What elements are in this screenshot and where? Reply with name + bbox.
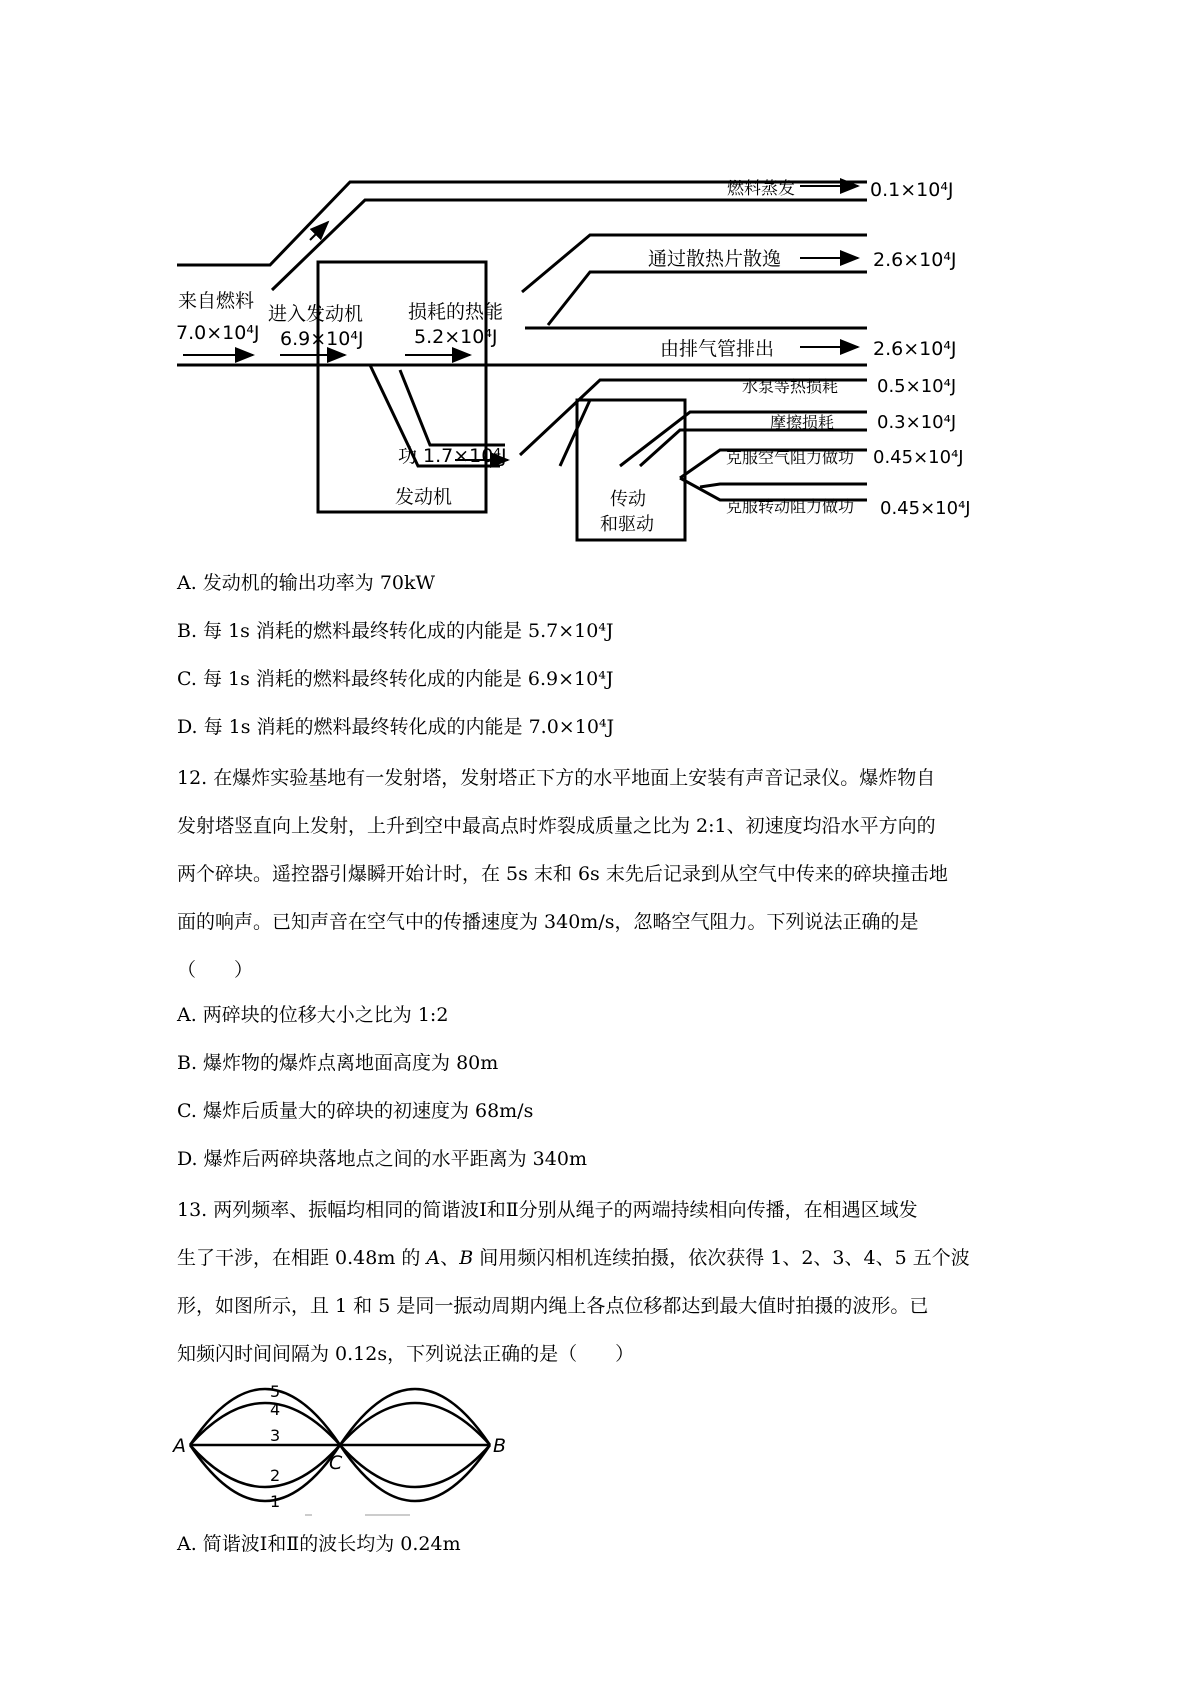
output-label-fuel-evap: 燃料蒸发 xyxy=(727,179,795,199)
output-value-pump: 0.5×10⁴J xyxy=(877,376,957,397)
q11-option-d: D. 每 1s 消耗的燃料最终转化成的内能是 7.0×10⁴J xyxy=(177,716,615,738)
q13-line: 生了干涉，在相距 0.48m 的 A、B 间用频闪相机连续拍摄，依次获得 1、2、3、4、5 五个波 xyxy=(177,1247,970,1269)
heat-loss-label: 损耗的热能 xyxy=(408,301,504,323)
source-value: 7.0×10⁴J xyxy=(176,322,260,344)
wave-label-5: 5 xyxy=(270,1382,281,1401)
engine-in-value: 6.9×10⁴J xyxy=(280,328,364,350)
point-c-label: C xyxy=(329,1452,343,1474)
q12-line: （ ） xyxy=(177,959,254,981)
q12-line: 面的响声。已知声音在空气中的传播速度为 340m/s，忽略空气阻力。下列说法正确的是 xyxy=(177,911,919,933)
point-a-ref: A xyxy=(426,1247,441,1269)
q13-line: 知频闪时间间隔为 0.12s，下列说法正确的是（ ） xyxy=(177,1343,635,1365)
q12-option-a: A. 两碎块的位移大小之比为 1:2 xyxy=(177,1004,449,1026)
wave-label-1: 1 xyxy=(270,1492,281,1511)
wave-label-3: 3 xyxy=(270,1426,281,1445)
wave-label-4: 4 xyxy=(270,1400,281,1419)
heat-loss-value: 5.2×10⁴J xyxy=(414,326,498,348)
source-label: 来自燃料 xyxy=(178,290,255,312)
output-value-air: 0.45×10⁴J xyxy=(873,447,964,468)
engine-label: 发动机 xyxy=(395,486,453,508)
q12-line: 12. 在爆炸实验基地有一发射塔，发射塔正下方的水平地面上安装有声音记录仪。爆炸物自 xyxy=(177,767,936,789)
output-label-rotate: 克服转动阻力做功 xyxy=(726,497,855,516)
output-label-air: 克服空气阻力做功 xyxy=(726,448,855,467)
q11-option-b: B. 每 1s 消耗的燃料最终转化成的内能是 5.7×10⁴J xyxy=(177,620,614,642)
energy-flow-diagram xyxy=(0,0,1200,560)
q11-option-a: A. 发动机的输出功率为 70kW xyxy=(177,572,436,594)
q12-option-d: D. 爆炸后两碎块落地点之间的水平距离为 340m xyxy=(177,1148,587,1170)
q13-line: 形，如图所示，且 1 和 5 是同一振动周期内绳上各点位移都达到最大值时拍摄的波形。已 xyxy=(177,1295,929,1317)
work-channel-right xyxy=(400,370,505,445)
point-b-label: B xyxy=(493,1435,507,1457)
standing-wave-figure xyxy=(175,1365,555,1525)
output-value-friction: 0.3×10⁴J xyxy=(877,412,957,433)
point-a-label: A xyxy=(173,1435,186,1457)
q13-line: 13. 两列频率、振幅均相同的简谐波Ⅰ和Ⅱ分别从绳子的两端持续相向传播，在相遇区域发 xyxy=(177,1199,918,1221)
q13-option-a: A. 简谐波Ⅰ和Ⅱ的波长均为 0.24m xyxy=(177,1533,461,1555)
drive-label-2: 和驱动 xyxy=(600,514,654,535)
q12-option-b: B. 爆炸物的爆炸点离地面高度为 80m xyxy=(177,1052,499,1074)
engine-in-label: 进入发动机 xyxy=(268,303,364,325)
rotate-resist-branch-2 xyxy=(700,484,867,487)
q12-stem xyxy=(177,754,1037,994)
q11-option-c: C. 每 1s 消耗的燃料最终转化成的内能是 6.9×10⁴J xyxy=(177,668,614,690)
q12-line: 两个碎块。遥控器引爆瞬开始计时，在 5s 末和 6s 末先后记录到从空气中传来的碎块撞击地 xyxy=(177,863,948,885)
output-value-fuel-evap: 0.1×10⁴J xyxy=(870,179,954,201)
engine-box xyxy=(318,262,486,512)
output-value-radiator: 2.6×10⁴J xyxy=(873,249,957,271)
output-label-exhaust: 由排气管排出 xyxy=(660,338,775,360)
pump-branch-bottom xyxy=(560,400,660,466)
q13-stem xyxy=(177,1186,1037,1378)
work-label: 功 1.7×10⁴J xyxy=(398,445,507,467)
radiator-bottom xyxy=(548,272,867,325)
output-label-friction: 摩擦损耗 xyxy=(770,413,835,432)
point-b-ref: B xyxy=(459,1247,474,1269)
wave-label-2: 2 xyxy=(270,1466,281,1485)
q12-option-c: C. 爆炸后质量大的碎块的初速度为 68m/s xyxy=(177,1100,534,1122)
output-label-radiator: 通过散热片散逸 xyxy=(648,248,782,270)
drive-label-1: 传动 xyxy=(610,489,646,510)
q12-line: 发射塔竖直向上发射，上升到空中最高点时炸裂成质量之比为 2:1、初速度均沿水平方向的 xyxy=(177,815,936,837)
output-value-exhaust: 2.6×10⁴J xyxy=(873,338,957,360)
output-value-rotate: 0.45×10⁴J xyxy=(880,498,971,519)
fuel-evap-inner xyxy=(272,200,867,290)
output-label-pump: 水泵等热损耗 xyxy=(742,377,839,396)
